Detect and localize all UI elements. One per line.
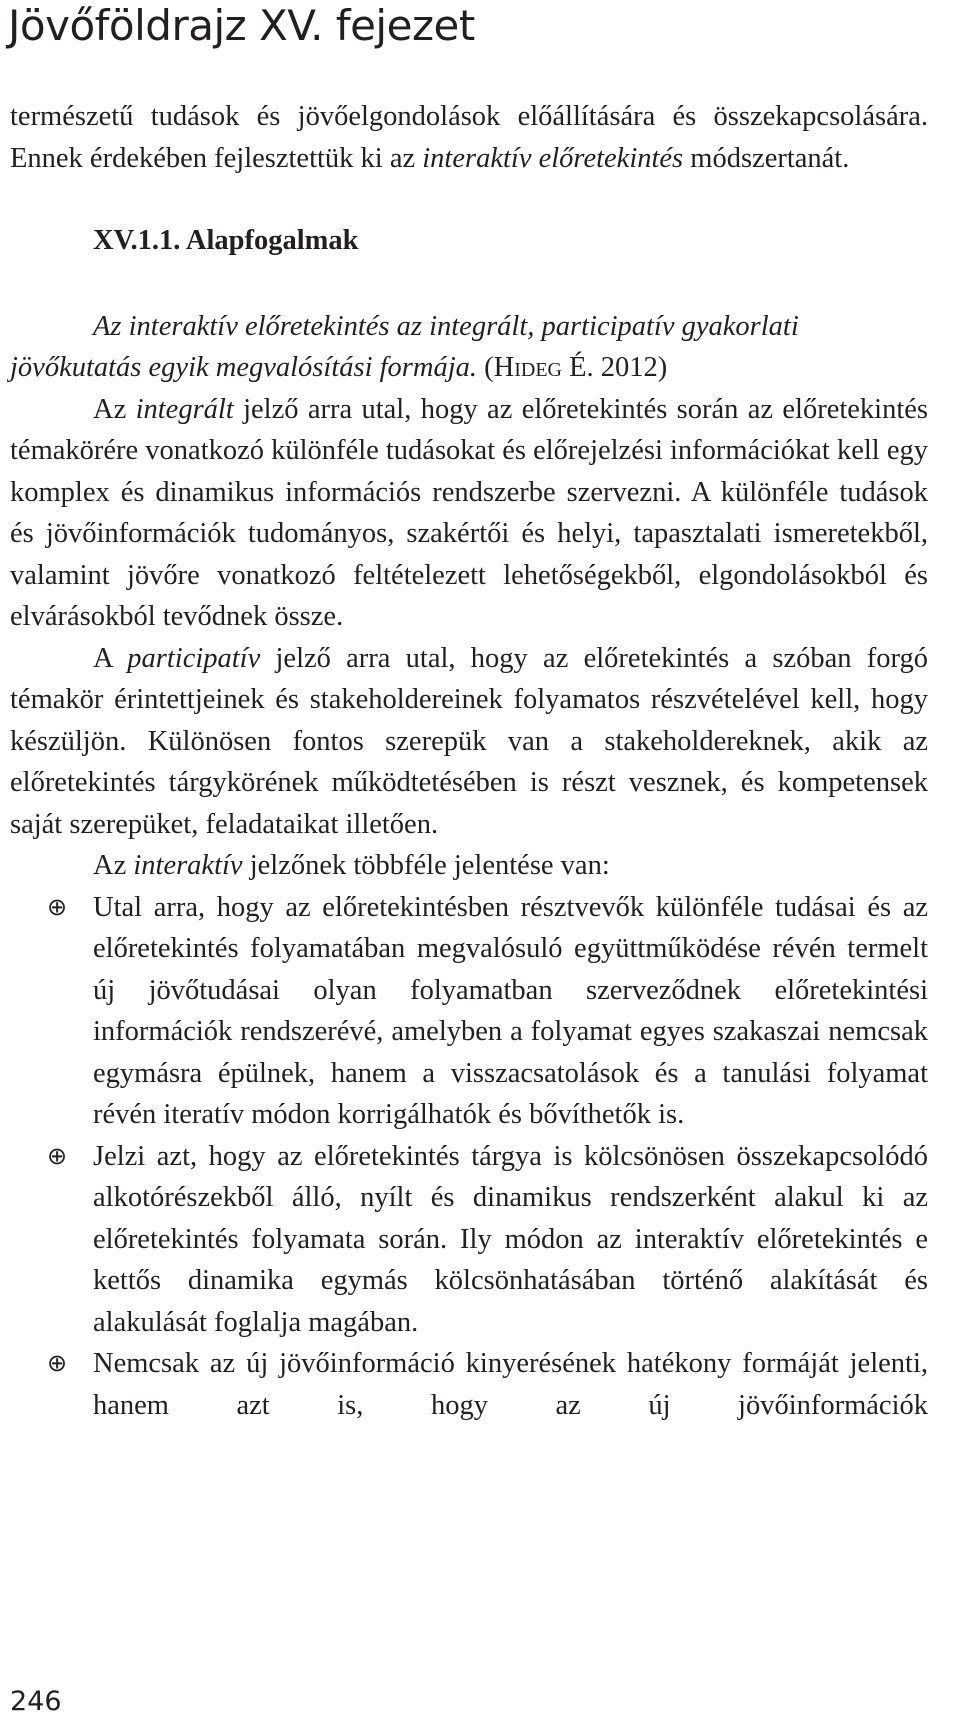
intro-text-2: módszertanát.	[683, 142, 850, 174]
intro-paragraph	[10, 96, 928, 179]
paragraph-text: jelző arra utal, hogy az előretekintés során az előretekintés témakörére vonatkozó különféle tudásokat és előrejelzési információkat kell egy komplex és dinamikus információs rendszerbe szervezni. A különféle tudások és jövőinformációk tudományos, szakértői és helyi, tapasztalati ismeretekből, valamint jövőre vonatkozó feltételezett lehetőségekből, elgondolásokból és elvárásokból tevődnek össze.	[10, 393, 928, 632]
italic-term-interaktiv: interaktív	[133, 850, 243, 881]
intro-italic-term: interaktív előretekintés	[422, 142, 684, 174]
list-item-text: Nemcsak az új jövőinformáció kinyerésének hatékony formáját jelenti, hanem azt is, hogy az új jövőinformációk	[93, 1348, 928, 1421]
page-number: 246	[10, 1686, 62, 1717]
circled-plus-bullet-icon: ⊕	[47, 892, 68, 921]
list-item-text: Jelzi azt, hogy az előretekintés tárgya is kölcsönösen összekapcsolódó alkotórészekből álló, nyílt és dinamikus rendszerként alakul ki az előretekintés folyamata során. Ily módon az interaktív előretekintés e kettős dinamika egymás kölcsönhatásában történő alakítását és alakulását foglalja magában.	[93, 1140, 928, 1338]
definition-text: Az interaktív előretekintés az integrált, participatív gyakorlati jövőkutatás egyik megvalósítási formája.	[10, 310, 799, 383]
bullet-list	[10, 887, 928, 1427]
list-item	[10, 887, 928, 1136]
page-header-title: Jövőföldrajz XV. fejezet	[8, 1, 475, 50]
circled-plus-bullet-icon: ⊕	[47, 1141, 68, 1170]
paragraph-text: jelzőnek többféle jelentése van:	[242, 850, 610, 881]
paragraph-participativ	[10, 638, 928, 846]
section-heading: XV.1.1. Alapfogalmak	[93, 225, 359, 256]
paragraph-lead: A	[93, 642, 128, 674]
circled-plus-bullet-icon: ⊕	[47, 1349, 68, 1377]
definition-paragraph	[10, 306, 928, 389]
citation	[477, 352, 667, 383]
paragraph-integralt	[10, 389, 928, 638]
paragraph-lead: Az	[93, 850, 134, 881]
paragraph-text: jelző arra utal, hogy az előretekintés a szóban forgó témakör érintettjeinek és stakeholdereinek folyamatos részvételével kell, hogy készüljön. Különösen fontos szerepük van a stakeholdereknek, akik az előretekintés tárgykörének működtetésében is részt vesznek, és kompetensek saját szerepüket, feladataikat illetően.	[10, 642, 928, 840]
list-item-text: Utal arra, hogy az előretekintésben résztvevők különféle tudásai és az előretekintés folyamatában megvalósuló együttműködése révén termelt új jövőtudásai olyan folyamatban szerveződnek előretekintési információk rendszerévé, amelyben a folyamat egyes szakaszai nemcsak egymásra épülnek, hanem a visszacsatolások és a tanulási folyamat révén iteratív módon korrigálhatók és bővíthetők is.	[93, 891, 928, 1130]
intro-text-1: természetű tudások és jövőelgondolások előállítására és összekapcsolására. Ennek érdekében fejlesztettük ki az	[10, 101, 928, 174]
italic-term-integralt: integrált	[135, 393, 234, 425]
list-item	[10, 1343, 928, 1426]
paragraph-interaktiv	[10, 845, 928, 887]
list-item	[10, 1136, 928, 1344]
paragraph-lead: Az	[93, 393, 136, 425]
italic-term-participativ: participatív	[127, 642, 261, 674]
citation-open: (	[477, 352, 494, 383]
page-body	[10, 96, 928, 1426]
citation-rest: É. 2012)	[562, 352, 668, 383]
citation-author: Hideg	[493, 352, 562, 383]
